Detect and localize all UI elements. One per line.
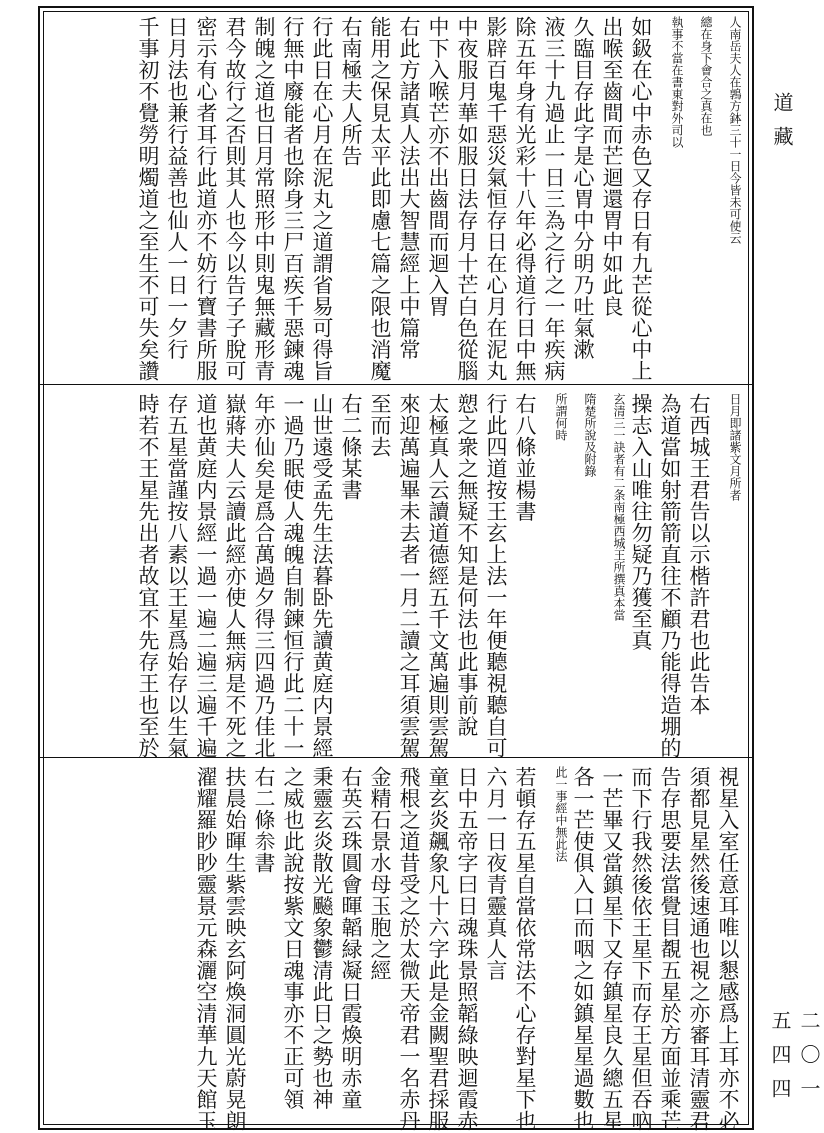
text-column: 愬之衆之無疑不知是何法也此事前說 — [455, 393, 479, 737]
text-column: 須都見星然後速通也視之亦審耳清靈君 — [687, 766, 711, 1132]
text-column: 太極真人云讀道德經五千文萬遍則雲駕 — [426, 393, 450, 759]
text-column: 右二條𠫭書 — [252, 766, 276, 874]
text-column: 若頓存五星自當依常法不心存對星下也 — [513, 766, 537, 1132]
text-column: 密示有心者耳行此道亦不妨行寶書所服 — [194, 16, 218, 382]
text-column: 行此四道按王玄上法一年便聽視聽自可 — [484, 393, 508, 759]
text-column: 秉靈玄炎散光飈象鬱清此日之勢也神 — [310, 766, 334, 1110]
text-column: 為道當如射箭箭直往不顧乃能得造堋的 — [658, 393, 682, 759]
text-column: 右八條並楊書 — [513, 393, 537, 522]
text-column: 行無中廢能者也除身三尸百疾千惡鍊魂 — [281, 16, 305, 382]
text-column: 道也黄庭内景經一過一遍二遍三遍千遍 — [194, 393, 218, 759]
text-column: 一過乃眠使人魂魄自制鍊恒行此二十一 — [281, 393, 305, 759]
text-column: 日中五帝字曰日魂珠景照韜綠映迴霞赤 — [455, 766, 479, 1132]
text-column: 人南岳夫人在鶉方鉢三十一日今皆未可使云 — [728, 16, 742, 244]
text-column: 六月一日夜青靈真人言 — [484, 766, 508, 981]
text-column: 千事初不覺勞明燭道之至生不可失矣讚 — [136, 16, 160, 382]
text-column: 影辟百鬼千惡災氣恒存日在心月在泥丸 — [484, 16, 508, 382]
text-column: 右西城王君告以示楷許君也此告本 — [687, 393, 711, 716]
text-panel-bottom — [44, 762, 748, 1132]
panel-divider-1 — [40, 384, 752, 385]
text-column: 日月即諸紫文月所者 — [728, 393, 742, 501]
text-column: 右英云珠圓會暉韜緑凝日霞煥明赤童 — [339, 766, 363, 1110]
text-column: 所謂何時 — [554, 393, 568, 441]
text-column: 存五星當謹按八素以王星爲始存以生氣 — [165, 393, 189, 759]
text-column: 金精石景水母玉胞之經 — [368, 766, 392, 981]
text-column: 中夜服月華如服日法存月十芒白色從腦 — [455, 16, 479, 382]
text-column: 隋楚所說及附錄 — [583, 393, 597, 477]
text-panel-top — [44, 12, 748, 382]
text-column: 各一芒使俱入口而咽之如鎮星星過數也 — [571, 766, 595, 1132]
text-column: 右此方諸真人法出大智慧經上中篇常 — [397, 16, 421, 360]
text-column: 操志入山唯往勿疑乃獲至真 — [629, 393, 653, 651]
text-column: 除五年身有光彩十八年必得道行日中無 — [513, 16, 537, 382]
text-column: 日月法也兼行益善也仙人一日一夕行 — [165, 16, 189, 360]
text-column: 一芒畢又當鎮星下又存鎮星良久總五星 — [600, 766, 624, 1132]
text-column: 液三十九過止一日三為之行之一年疾病 — [542, 16, 566, 382]
text-column: 之威也此說按紫文日魂事亦不正可領 — [281, 766, 305, 1110]
text-column: 制魄之道也日月常照形中則鬼無藏形青 — [252, 16, 276, 382]
text-column: 告存思要法當覺目覩五星於方面並乘芒 — [658, 766, 682, 1132]
text-panel-middle — [44, 389, 748, 759]
text-column: 年亦仙矣是爲合萬過夕得三四過乃佳北 — [252, 393, 276, 759]
text-column: 執事不當在書東對外司以 — [670, 16, 684, 148]
text-column: 來迎萬遍畢未去者一月二讀之耳須雲駕 — [397, 393, 421, 759]
text-column: 能用之保見太平此即慮七篇之限也消魔 — [368, 16, 392, 382]
text-column: 玄清三一訣者有二条南極西城王所撰真本當 — [612, 393, 626, 621]
text-column: 飛根之道昔受之於太微天帝君一名赤丹 — [397, 766, 421, 1132]
page-number: 二〇一五四四 — [768, 1010, 821, 1112]
text-column: 君今故行之否則其人也今以告子子脫可 — [223, 16, 247, 382]
text-column: 視星入室任意耳唯以懇感爲上耳亦不必 — [716, 766, 740, 1132]
text-column: 時若不王星先出者故宜不先存王也至於 — [136, 393, 160, 759]
margin-top-label: 道藏 — [770, 92, 794, 160]
column-group-middle — [46, 393, 742, 759]
text-column: 中下入喉芒亦不出齒間而迴入胃 — [426, 16, 450, 317]
column-group-bottom — [46, 766, 742, 1132]
text-column: 至而去 — [368, 393, 392, 458]
text-column: 右二條某書 — [339, 393, 363, 501]
text-column: 總在身下會合之真在也 — [699, 16, 713, 136]
text-column: 如鈒在心中赤色又存日有九芒從心中上 — [629, 16, 653, 382]
text-column: 濯耀羅眇眇靈景元森灑空清華九天館玉 — [194, 766, 218, 1132]
text-column: 童玄炎飆象凡十六字此是金闕聖君採服 — [426, 766, 450, 1132]
text-column: 右南極夫人所告 — [339, 16, 363, 167]
text-column: 此一事經中無此法 — [554, 766, 568, 862]
text-column: 嶽蔣夫人云讀此經亦使人無病是不死之 — [223, 393, 247, 759]
text-column: 扶晨始暉生紫雲映玄阿煥洞圓光蔚晃朗 — [223, 766, 247, 1132]
text-column: 而下行我然後依王星下而存王星但吞吶 — [629, 766, 653, 1132]
text-column: 行此日在心月在泥丸之道謂省易可得旨 — [310, 16, 334, 382]
column-group-top — [46, 16, 742, 380]
text-column: 出喉至齒間而芒迴還胃中如此良 — [600, 16, 624, 317]
text-column: 久臨目存此字是心胃中分明乃吐氣漱 — [571, 16, 595, 360]
text-column: 山世遠受孟先生法暮卧先讀黄庭内景經 — [310, 393, 334, 759]
